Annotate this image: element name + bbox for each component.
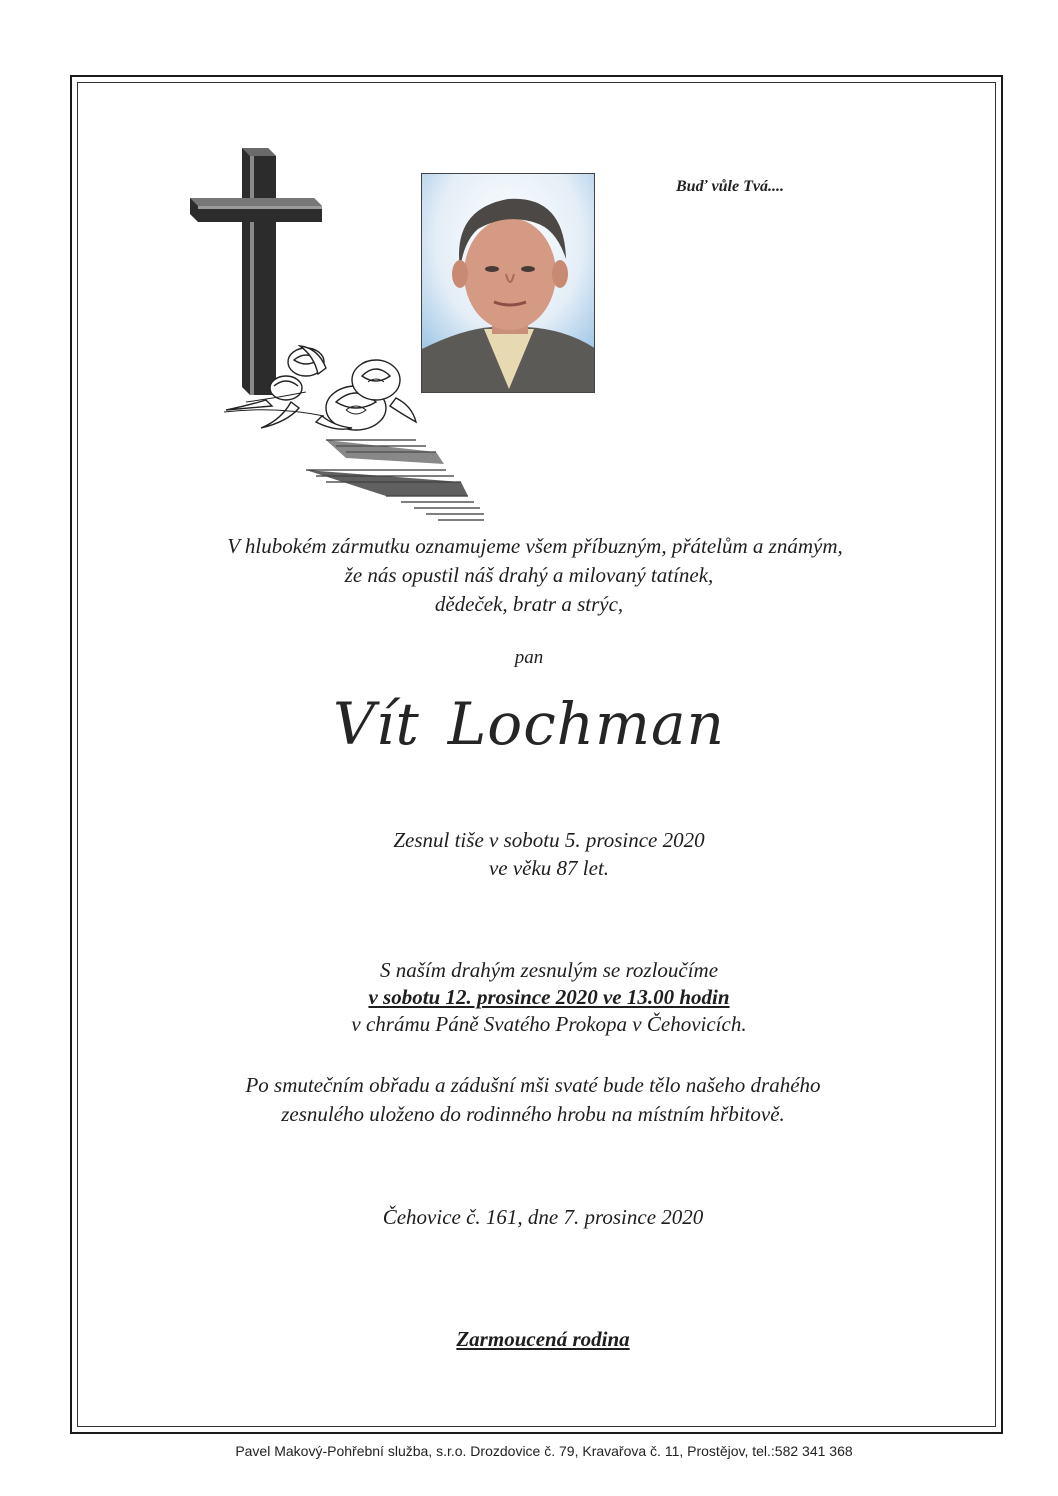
- farewell-location: v chrámu Páně Svatého Prokopa v Čehovicích.: [351, 1012, 747, 1036]
- last-name: Lochman: [447, 690, 725, 758]
- burial-info: [0, 1071, 1058, 1129]
- intro-line-2: že nás opustil náš drahý a milovaný tatínek,: [344, 563, 714, 587]
- first-name: Vít: [333, 690, 420, 758]
- announcement-intro: [0, 532, 1058, 619]
- portrait-image-icon: [422, 174, 595, 393]
- signature: Zarmoucená rodina: [456, 1327, 630, 1351]
- motto: Buď vůle Tvá....: [676, 178, 784, 195]
- death-line-1: Zesnul tiše v sobotu 5. prosince 2020: [393, 828, 705, 852]
- burial-line-2: zesnulého uloženo do rodinného hrobu na místním hřbitově.: [281, 1102, 785, 1126]
- farewell-info: [0, 957, 1058, 1038]
- place-and-date: Čehovice č. 161, dne 7. prosince 2020: [382, 1205, 704, 1229]
- name-prefix: pan: [514, 647, 544, 668]
- footer-funeral-service: Pavel Makový-Pohřební služba, s.r.o. Drozdovice č. 79, Kravařova č. 11, Prostějov, tel.:582 341 368: [235, 1443, 853, 1459]
- farewell-date-time: v sobotu 12. prosince 2020 ve 13.00 hodin: [368, 985, 730, 1009]
- deceased-name: [0, 690, 1058, 758]
- farewell-line-1: S naším drahým zesnulým se rozloučíme: [379, 958, 719, 982]
- portrait-photo: [421, 173, 595, 393]
- death-line-2: ve věku 87 let.: [488, 856, 610, 880]
- burial-line-1: Po smutečním obřadu a zádušní mši svaté bude tělo našeho drahého: [245, 1073, 821, 1097]
- death-info: [0, 826, 1058, 882]
- intro-line-3: dědeček, bratr a strýc,: [434, 592, 624, 616]
- intro-line-1: V hlubokém zármutku oznamujeme všem příbuzným, přátelům a známým,: [227, 534, 843, 558]
